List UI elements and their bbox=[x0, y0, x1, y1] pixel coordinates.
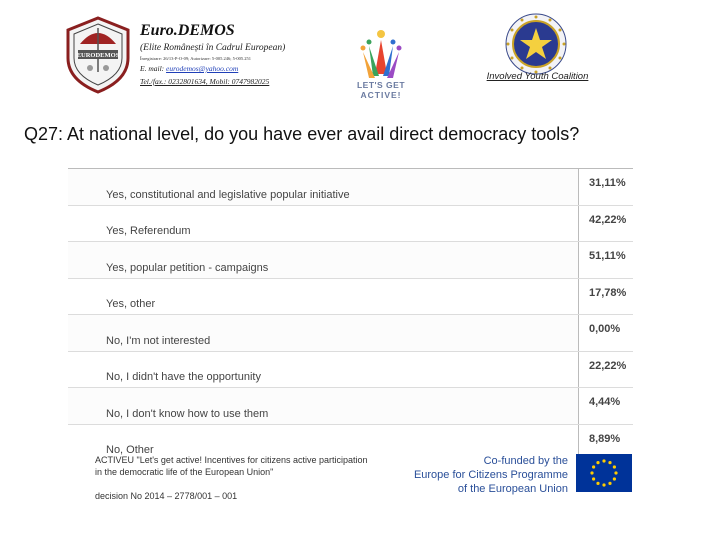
row-value: 0,00% bbox=[578, 315, 633, 351]
row-label: Yes, constitutional and legislative popular initiative bbox=[68, 169, 578, 205]
eu-star-icon bbox=[596, 482, 599, 485]
eu-flag-icon bbox=[576, 454, 632, 492]
eu-star-icon bbox=[596, 461, 599, 464]
row-label: No, I didn't have the opportunity bbox=[106, 371, 261, 383]
eu-star-icon bbox=[608, 461, 611, 464]
cofunded-line-2: Europe for Citizens Programme bbox=[413, 469, 568, 481]
org-registration: Înregistrare: 26/13-P-O-09; Autorizare: 5-005.246; 5-005.251 bbox=[140, 56, 251, 61]
cofunded-line-3: of the European Union bbox=[457, 483, 568, 495]
row-value: 22,22% bbox=[578, 352, 633, 388]
iyc-logo bbox=[500, 12, 572, 78]
table-row bbox=[68, 314, 633, 351]
row-value: 4,44% bbox=[578, 388, 633, 424]
row-value: 51,11% bbox=[578, 242, 633, 278]
row-label: Yes, other bbox=[106, 298, 156, 310]
table-row bbox=[68, 168, 633, 205]
org-phone: Tel./fax.: 0232801634, Mobil: 0747982025 bbox=[140, 77, 270, 86]
eu-star-icon bbox=[613, 465, 616, 468]
eu-star-icon bbox=[613, 477, 616, 480]
row-label: Yes, popular petition - campaigns bbox=[68, 242, 578, 278]
table-row bbox=[68, 278, 633, 315]
row-value: 8,89% bbox=[578, 425, 633, 461]
row-label: Yes, Referendum bbox=[106, 225, 191, 237]
eu-star-icon bbox=[592, 465, 595, 468]
org-info bbox=[140, 22, 350, 86]
question-title: Q27: At national level, do you have ever avail direct democracy tools? bbox=[24, 124, 580, 144]
row-label: No, I'm not interested bbox=[68, 315, 578, 351]
results-table bbox=[68, 168, 633, 460]
email-prefix: E. mail: bbox=[140, 64, 165, 73]
row-label: No, I don't know how to use them bbox=[68, 388, 578, 424]
table-row bbox=[68, 387, 633, 424]
org-subtitle: (Elite Românești în Cadrul European) bbox=[140, 43, 286, 53]
decision-number: decision No 2014 – 2778/001 – 001 bbox=[95, 491, 238, 501]
org-email-line bbox=[140, 64, 350, 73]
eu-star-icon bbox=[602, 483, 605, 486]
eu-star-icon bbox=[592, 477, 595, 480]
row-value: 17,78% bbox=[578, 279, 633, 315]
iyc-label: Involved Youth Coalition bbox=[486, 71, 589, 82]
active-logo-text-1: LET'S GET bbox=[356, 80, 406, 90]
cofunded-text bbox=[400, 454, 568, 496]
row-label: No, Other bbox=[106, 444, 154, 456]
table-row bbox=[68, 351, 633, 388]
table-row bbox=[68, 241, 633, 278]
cofunded-line-1: Co-funded by the bbox=[483, 455, 568, 467]
eu-star-icon bbox=[602, 459, 605, 462]
svg-text:EURODEMOS: EURODEMOS bbox=[76, 52, 120, 59]
row-value: 31,11% bbox=[578, 169, 633, 205]
eurodemos-logo bbox=[62, 14, 134, 94]
table-row bbox=[68, 205, 633, 242]
eu-star-icon bbox=[608, 482, 611, 485]
row-value: 42,22% bbox=[578, 206, 633, 242]
project-description: ACTIVEU "Let's get active! Incentives for citizens active participation in the democratic life of the European Union" bbox=[95, 455, 368, 477]
email-link[interactable]: eurodemos@yahoo.com bbox=[166, 64, 239, 73]
eu-star-icon bbox=[590, 471, 593, 474]
eu-star-icon bbox=[614, 471, 617, 474]
org-name: Euro.DEMOS bbox=[140, 22, 235, 39]
active-logo-text-2: ACTIVE! bbox=[360, 90, 402, 100]
